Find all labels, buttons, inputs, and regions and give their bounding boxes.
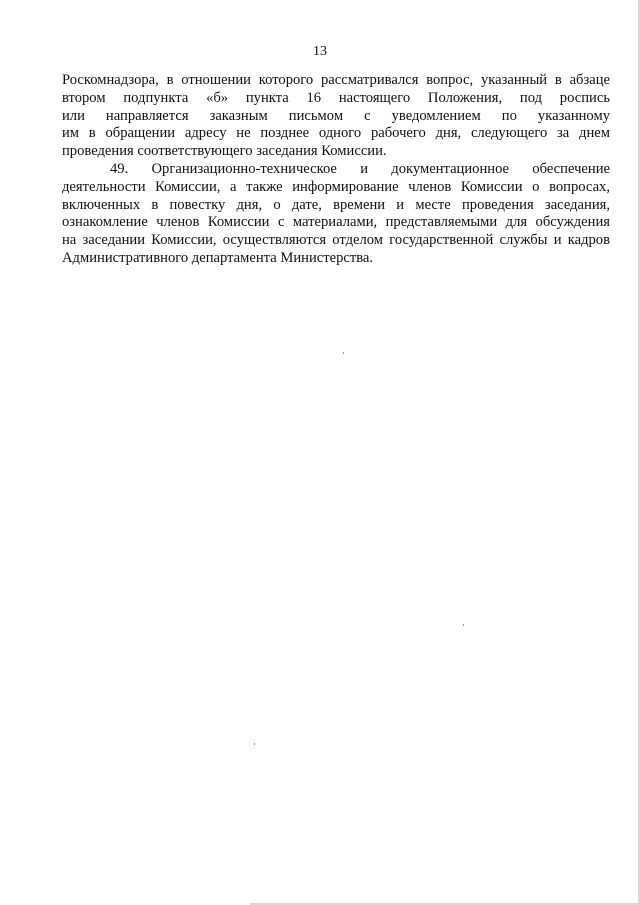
page-number: 13 <box>313 44 327 59</box>
document-body <box>62 72 610 268</box>
paragraph-roskomnadzor-notification <box>62 72 610 161</box>
text-line: включенных в повестку дня, о дате, времени и месте проведения заседания, <box>62 196 610 213</box>
scan-speck <box>343 352 344 354</box>
text-line: Роскомнадзора, в отношении которого рассматривался вопрос, указанный в абзаце <box>62 72 610 88</box>
text-line: или направляется заказным письмом с уведомлением по указанному <box>62 107 610 124</box>
scan-speck <box>463 624 464 626</box>
text-line: деятельности Комиссии, а также информирование членов Комиссии о вопросах, <box>62 178 610 195</box>
text-line: втором подпункта «б» пункта 16 настоящего Положения, под роспись <box>62 89 610 106</box>
paragraph-49-commission-support <box>62 161 610 268</box>
text-line: Административного департамента Министерства. <box>62 249 374 266</box>
text-line: ознакомление членов Комиссии с материалами, представляемыми для обсуждения <box>62 214 610 231</box>
text-line: им в обращении адресу не позднее одного рабочего дня, следующего за днем <box>62 125 610 142</box>
text-line: 49. Организационно-техническое и документационное обеспечение <box>110 160 610 177</box>
text-line: на заседании Комиссии, осуществляются отделом государственной службы и кадров <box>62 232 610 249</box>
scan-speck <box>254 743 255 745</box>
text-line: проведения соответствующего заседания Комиссии. <box>62 143 387 160</box>
